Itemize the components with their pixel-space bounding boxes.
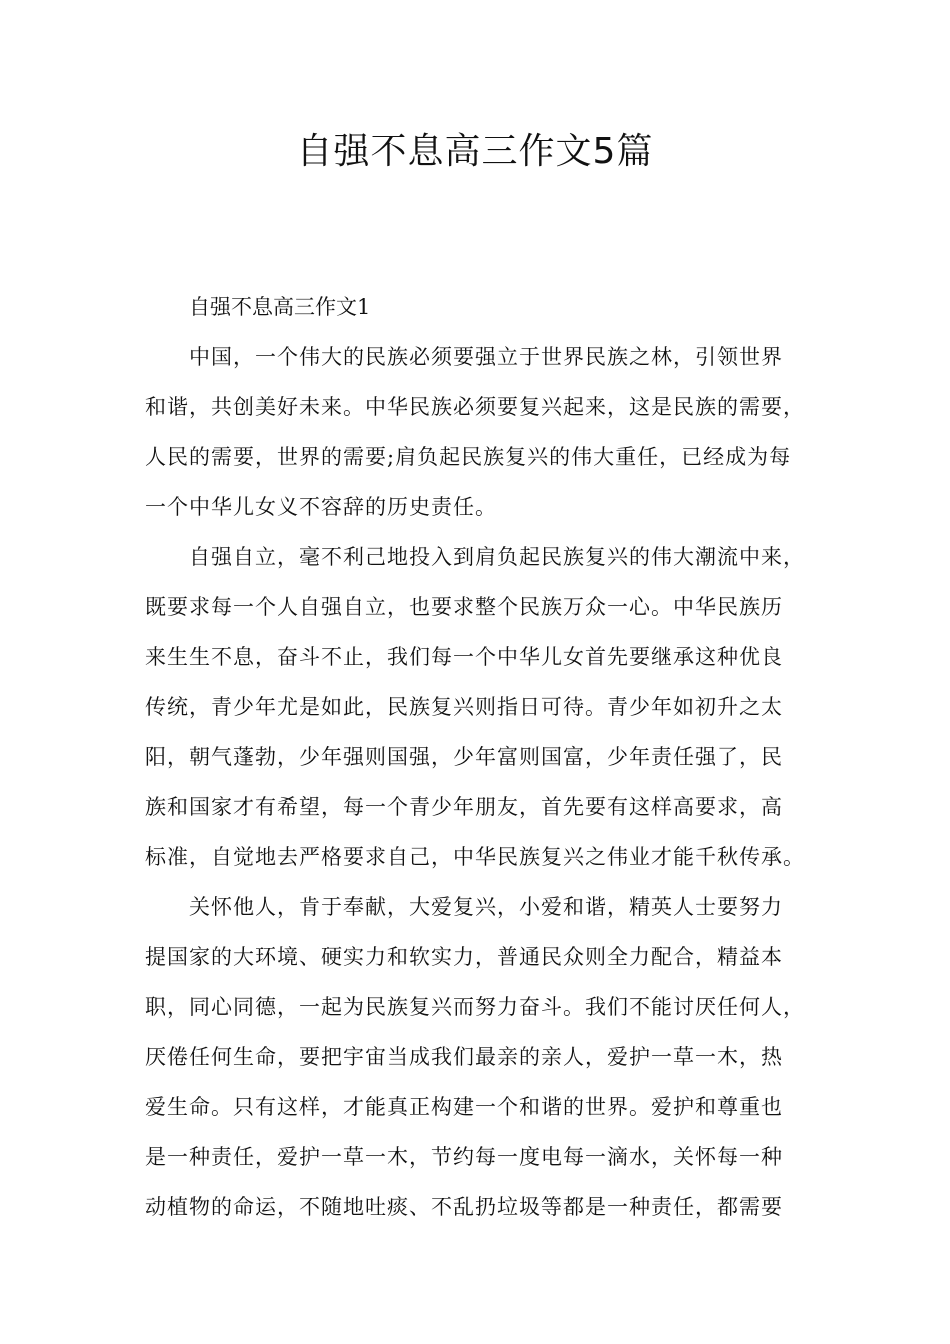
paragraph-line: 厌倦任何生命，要把宇宙当成我们最亲的亲人，爱护一草一木，热 <box>145 1045 783 1069</box>
paragraph-line: 既要求每一个人自强自立，也要求整个民族万众一心。中华民族历 <box>145 595 783 619</box>
paragraph-line: 来生生不息，奋斗不止，我们每一个中华儿女首先要继承这种优良 <box>145 645 783 669</box>
paragraph-line: 动植物的命运，不随地吐痰、不乱扔垃圾等都是一种责任，都需要 <box>145 1195 783 1219</box>
document-body <box>145 282 810 1232</box>
paragraph-1 <box>145 332 810 532</box>
essay-heading: 自强不息高三作文1 <box>189 295 371 319</box>
paragraph-line: 爱生命。只有这样，才能真正构建一个和谐的世界。爱护和尊重也 <box>145 1095 783 1119</box>
paragraph-line: 中国，一个伟大的民族必须要强立于世界民族之林，引领世界 <box>189 345 783 369</box>
paragraph-line: 标准，自觉地去严格要求自己，中华民族复兴之伟业才能千秋传承。 <box>145 845 805 869</box>
paragraph-3 <box>145 882 810 1232</box>
paragraph-line: 族和国家才有希望，每一个青少年朋友，首先要有这样高要求，高 <box>145 795 783 819</box>
paragraph-2 <box>145 532 810 882</box>
paragraph-line: 提国家的大环境、硬实力和软实力，普通民众则全力配合，精益本 <box>145 945 783 969</box>
paragraph-line: 阳，朝气蓬勃，少年强则国强，少年富则国富，少年责任强了，民 <box>145 745 783 769</box>
document-title: 自强不息高三作文5篇 <box>296 131 654 172</box>
paragraph-line: 一个中华儿女义不容辞的历史责任。 <box>145 495 497 519</box>
paragraph-line: 人民的需要，世界的需要;肩负起民族复兴的伟大重任，已经成为每 <box>145 445 792 469</box>
paragraph-line: 和谐，共创美好未来。中华民族必须要复兴起来，这是民族的需要， <box>145 395 805 419</box>
paragraph-line: 自强自立，毫不利己地投入到肩负起民族复兴的伟大潮流中来， <box>189 545 805 569</box>
paragraph-line: 职，同心同德，一起为民族复兴而努力奋斗。我们不能讨厌任何人， <box>145 995 805 1019</box>
paragraph-line: 关怀他人，肯于奉献，大爱复兴，小爱和谐，精英人士要努力 <box>189 895 783 919</box>
paragraph-line: 是一种责任，爱护一草一木，节约每一度电每一滴水，关怀每一种 <box>145 1145 783 1169</box>
paragraph-line: 传统，青少年尤是如此，民族复兴则指日可待。青少年如初升之太 <box>145 695 783 719</box>
